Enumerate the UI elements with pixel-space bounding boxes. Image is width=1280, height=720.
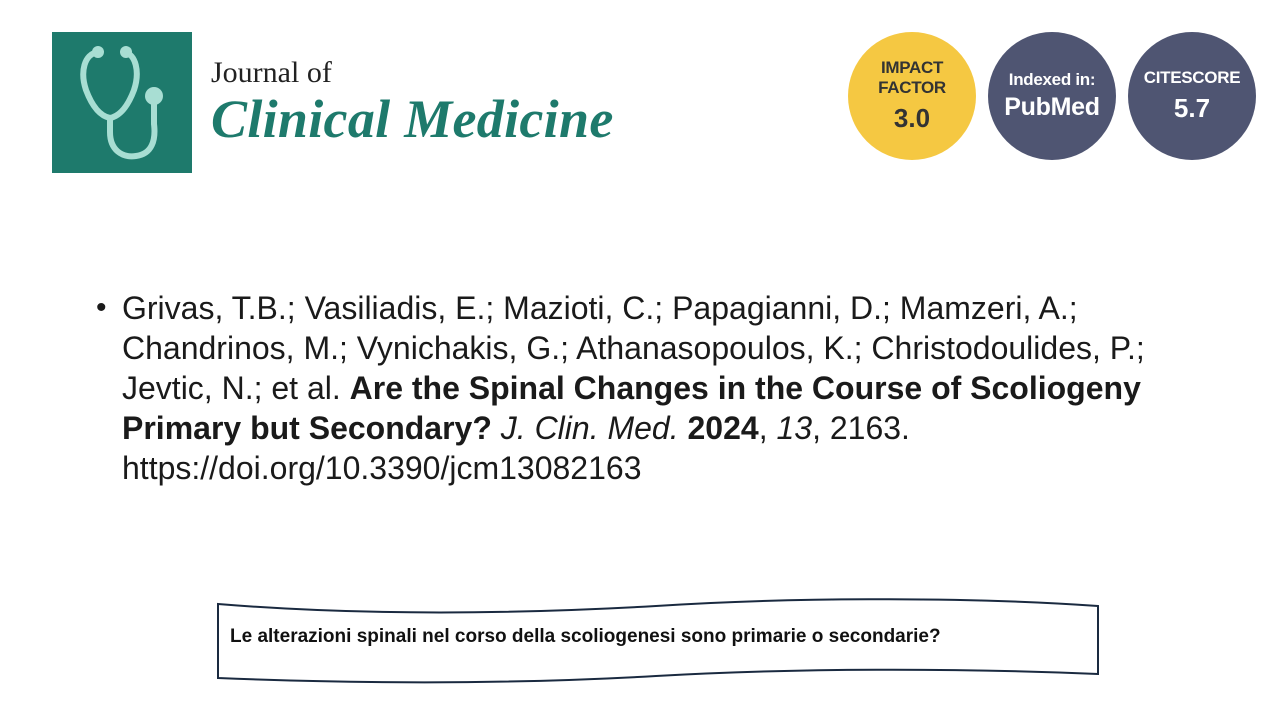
citation-year: 2024 [687,410,759,446]
impact-label-line2: FACTOR [878,78,946,97]
impact-label-line1: IMPACT [880,58,944,77]
citation-journal: J. Clin. Med. [500,410,679,446]
citation-title: Are the Spinal Changes in the Course of Scoliogeny Primary but Secondary? [122,370,1141,446]
banner-text: Le alterazioni spinali nel corso della scoliogenesi sono primarie o secondarie? [230,626,941,647]
journal-name-line2: Clinical Medicine [211,89,614,149]
citation-pages: 2163. [829,410,910,446]
citation-text: Grivas, T.B.; Vasiliadis, E.; Mazioti, C.; Papagianni, D.; Mamzeri, A.; Chandrinos, M.; Vynichakis, G.; Athanasopoulos, K.; Christodoulides, P.; Jevtic, N.; et al. Are the Spinal Changes in the Course of Scoliogeny Primary but Secondary? J. Clin. Med. 2024, 13, 2163. https://doi.org/10.3390/jcm13082163 [122,290,1145,486]
journal-logo [52,32,192,173]
stethoscope-icon [52,32,192,173]
citation-volume: 13 [776,410,813,446]
indexed-label: Indexed in: [1008,70,1096,89]
impact-value: 3.0 [893,103,931,133]
indexed-value: PubMed [1004,93,1100,121]
bullet-marker: • [96,291,107,324]
journal-name-line1: Journal of [211,56,332,89]
citation-block [96,288,1176,488]
translation-banner [216,598,1100,684]
citescore-badge [1128,32,1256,160]
indexed-pubmed-badge [988,32,1116,160]
citation-doi[interactable]: https://doi.org/10.3390/jcm13082163 [122,450,642,486]
citescore-value: 5.7 [1173,93,1211,123]
citescore-label: CITESCORE [1143,68,1241,87]
citation-authors: Grivas, T.B.; Vasiliadis, E.; Mazioti, C.; Papagianni, D.; Mamzeri, A.; Chandrinos, M.; Vynichakis, G.; Athanasopoulos, K.; Christodoulides, P.; Jevtic, N.; et al. [122,290,1145,406]
impact-factor-badge [848,32,976,160]
